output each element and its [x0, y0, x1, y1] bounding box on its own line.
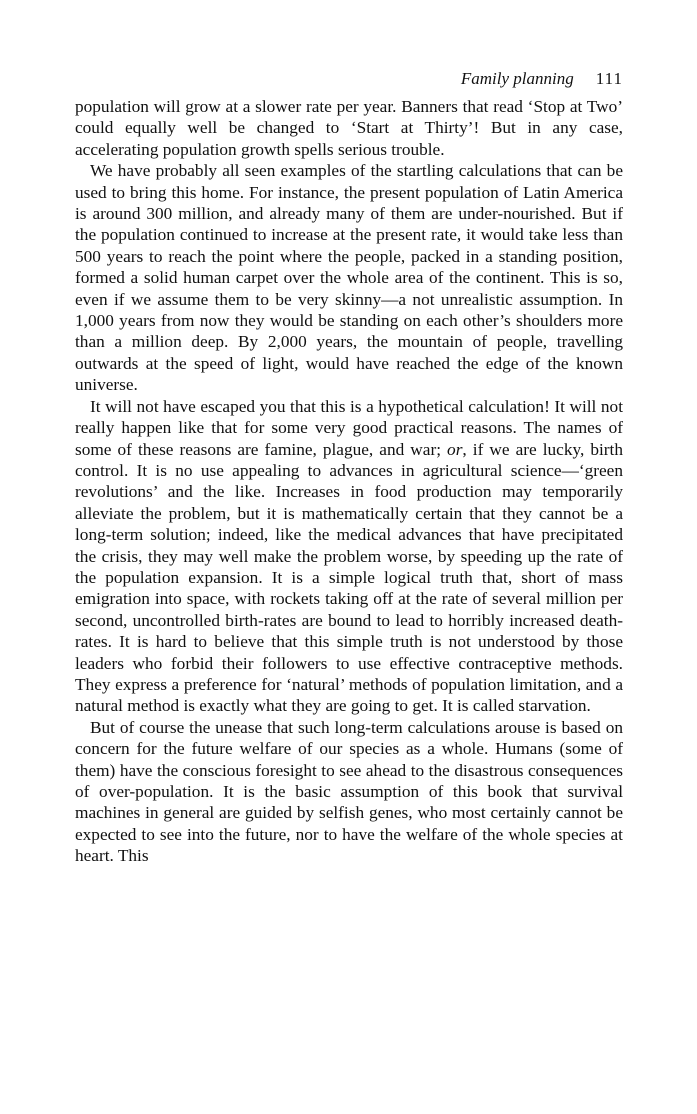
running-header [75, 62, 623, 96]
paragraph-3-part-2: , if we are lucky, birth control. It is no use appealing to advances in agricultural science—‘green revolutions’ and the like. Increases in food production may temporarily alleviate the problem, but it is mathematically certain that they cannot be a long-term solution; indeed, like the medical advances that have precipitated the crisis, they may well make the problem worse, by speeding up the rate of the population expansion. It is a simple logical truth that, short of mass emigration into space, with rockets taking off at the rate of several million per second, uncontrolled birth-rates are bound to lead to horribly increased death-rates. It is hard to believe that this simple truth is not understood by those leaders who forbid their followers to use effective contraceptive methods. They express a preference for ‘natural’ methods of population limitation, and a natural method is exactly what they are going to get. It is called starvation. [75, 439, 623, 716]
body-text [75, 96, 623, 867]
page-number: 111 [595, 69, 623, 88]
paragraph-3-emphasis: or [447, 439, 463, 459]
book-page [75, 62, 623, 867]
paragraph-4: But of course the unease that such long-term calculations arouse is based on concern for the future welfare of our species as a whole. Humans (some of them) have the conscious foresight to see ahead to the disastrous consequences of over-population. It is the basic assumption of this book that survival machines in general are guided by selfish genes, who most certainly cannot be expected to see into the future, nor to have the welfare of the whole species at heart. This [75, 717, 623, 866]
running-title: Family planning [460, 69, 574, 88]
paragraph-3-part-1: It will not have escaped you that this is a hypothetical calculation! It will not really happen like that for some very good practical reasons. The names of some of these reasons are famine, plague, and war; [75, 396, 623, 459]
paragraph-1: population will grow at a slower rate per year. Banners that read ‘Stop at Two’ could equally well be changed to ‘Start at Thirty’! But in any case, accelerating population growth spells serious trouble. [75, 97, 623, 159]
paragraph-3 [75, 396, 623, 717]
paragraph-2: We have probably all seen examples of the startling calculations that can be used to bring this home. For instance, the present population of Latin America is around 300 million, and already many of them are under-nourished. But if the population continued to increase at the present rate, it would take less than 500 years to reach the point where the people, packed in a standing position, formed a solid human carpet over the whole area of the continent. This is so, even if we assume them to be very skinny—a not unrealistic assumption. In 1,000 years from now they would be standing on each other’s shoulders more than a million deep. By 2,000 years, the mountain of people, travelling outwards at the speed of light, would have reached the edge of the known universe. [75, 161, 623, 395]
